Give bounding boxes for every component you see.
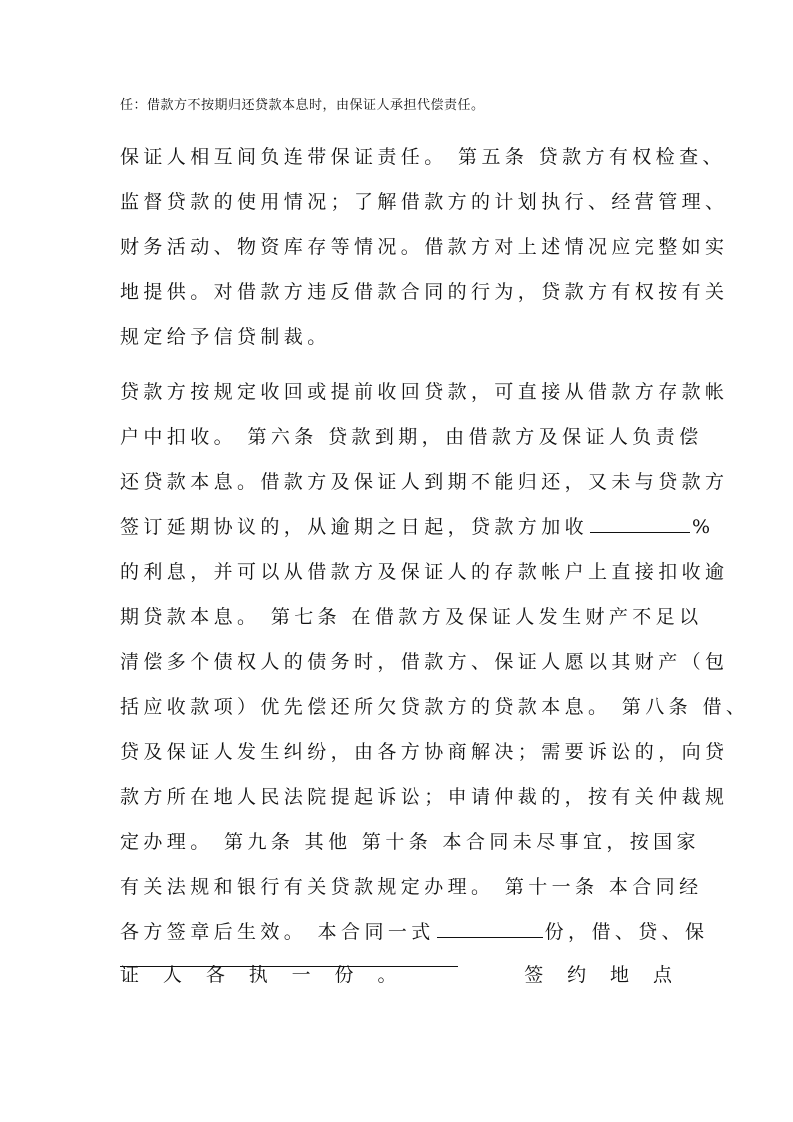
- char: 地: [610, 964, 630, 986]
- text-line: 地提供。对借款方违反借款合同的行为，贷款方有权按有关: [120, 281, 729, 303]
- signing-place-blank: [120, 966, 458, 967]
- char: 点: [652, 964, 672, 986]
- text-line: 定办理。 第九条 其他 第十条 本合同未尽事宜，按国家: [120, 831, 700, 853]
- char: 份: [334, 964, 354, 986]
- char: 。: [377, 964, 397, 986]
- text-line: [120, 919, 708, 945]
- percent-sign: %: [692, 516, 715, 538]
- char: 执: [248, 964, 268, 986]
- text-line: 还贷款本息。借款方及保证人到期不能归还，又未与贷款方: [120, 471, 729, 493]
- char: 约: [567, 964, 587, 986]
- text-line: 户中扣收。 第六条 贷款到期，由借款方及保证人负责偿: [120, 426, 703, 448]
- char: 各: [205, 964, 225, 986]
- text-line: 有关法规和银行有关贷款规定办理。 第十一条 本合同经: [120, 876, 703, 898]
- text-line: 规定给予信贷制裁。: [120, 326, 331, 348]
- text-line: 的利息，并可以从借款方及保证人的存款帐户上直接扣收逾: [120, 561, 729, 583]
- interest-rate-blank: [590, 514, 690, 533]
- top-note: 任：借款方不按期归还贷款本息时，由保证人承担代偿责任。: [120, 98, 485, 113]
- text-segment: 各方签章后生效。 本合同一式: [120, 921, 435, 943]
- text-line: 监督贷款的使用情况；了解借款方的计划执行、经营管理、: [120, 191, 729, 213]
- text-segment: 签订延期协议的，从逾期之日起，贷款方加收: [120, 516, 589, 538]
- char: 证: [120, 964, 140, 986]
- text-segment: 份，借、贷、保: [544, 921, 709, 943]
- text-line: 括应收款项）优先偿还所欠贷款方的贷款本息。 第八条 借、: [120, 696, 750, 718]
- char: 人: [162, 964, 182, 986]
- text-line: 清偿多个债权人的债务时，借款方、保证人愿以其财产（包: [120, 651, 729, 673]
- char: 一: [291, 964, 311, 986]
- text-line: 款方所在地人民法院提起诉讼；申请仲裁的，按有关仲裁规: [120, 786, 729, 808]
- char: 签: [524, 964, 544, 986]
- text-line: 财务活动、物资库存等情况。借款方对上述情况应完整如实: [120, 236, 729, 258]
- copies-count-blank: [437, 919, 543, 938]
- text-line: 贷及保证人发生纠纷，由各方协商解决；需要诉讼的，向贷: [120, 741, 729, 763]
- text-line: [120, 514, 714, 540]
- text-line: 保证人相互间负连带保证责任。 第五条 贷款方有权检查、: [120, 146, 726, 168]
- text-line: 期贷款本息。 第七条 在借款方及保证人发生财产不足以: [120, 606, 703, 628]
- text-line: 贷款方按规定收回或提前收回贷款，可直接从借款方存款帐: [120, 381, 729, 403]
